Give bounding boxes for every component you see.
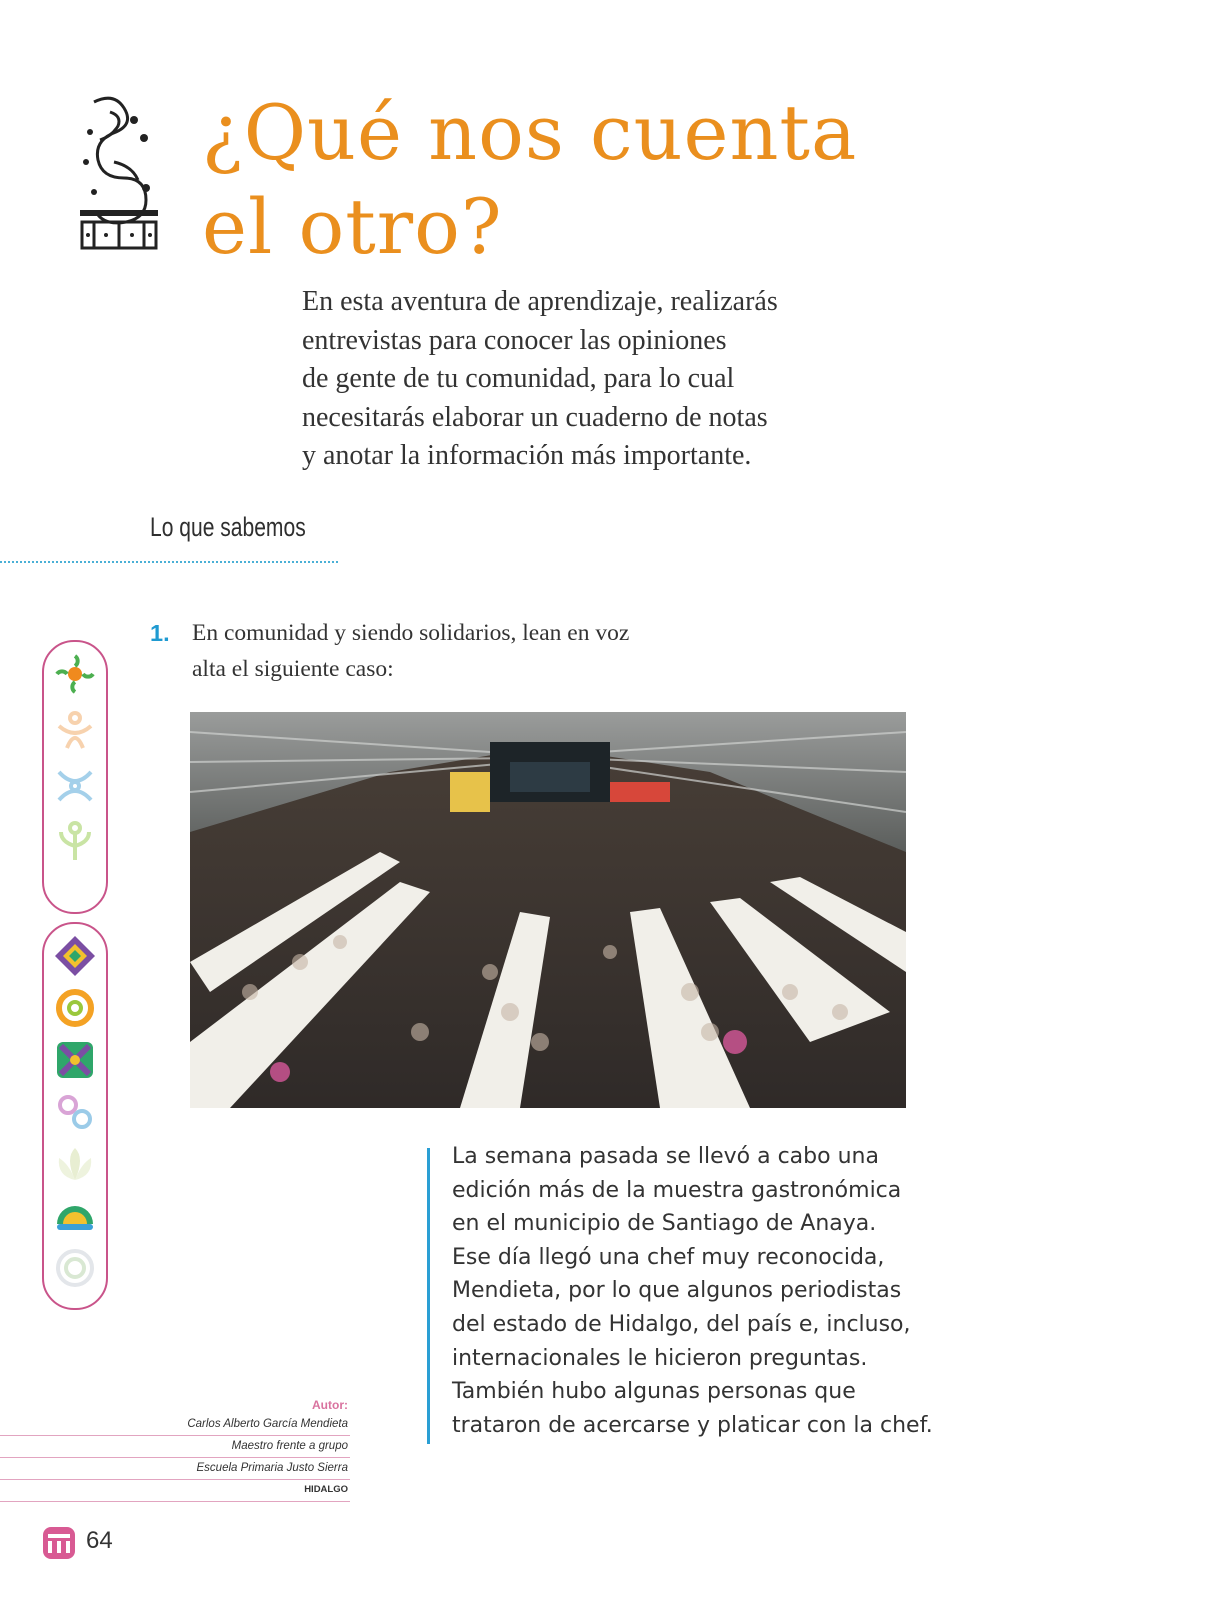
case-line: edición más de la muestra gastronómica <box>452 1177 902 1203</box>
case-line: internacionales le hicieron preguntas. <box>452 1345 868 1371</box>
people-dance-icon <box>53 708 97 752</box>
spiral-icon <box>53 986 97 1030</box>
section-heading: Lo que sabemos <box>150 512 306 542</box>
woven-square-icon <box>53 1038 97 1082</box>
credits-role: Maestro frente a grupo <box>0 1436 350 1458</box>
title-line-1: ¿Qué nos cuenta <box>202 88 858 177</box>
activity-instruction <box>150 615 810 687</box>
page-number: 64 <box>86 1527 113 1554</box>
photo-gastronomic-fair <box>190 712 906 1108</box>
case-text <box>452 1140 1052 1442</box>
activity-line: En comunidad y siendo solidarios, lean en voz <box>192 620 630 646</box>
fan-icon <box>53 1194 97 1238</box>
plant-person-icon <box>53 820 97 864</box>
case-line: También hubo algunas personas que <box>452 1379 856 1405</box>
author-credits <box>0 1396 350 1502</box>
credits-name: Carlos Alberto García Mendieta <box>0 1414 350 1436</box>
sidebar-axes-pill <box>42 640 108 914</box>
diamond-star-icon <box>53 934 97 978</box>
lotus-icon <box>53 1142 97 1186</box>
sidebar-fields-pill <box>42 922 108 1310</box>
case-line: Ese día llegó una chef muy reconocida, <box>452 1244 885 1270</box>
activity-line: alta el siguiente caso: <box>192 656 394 682</box>
case-line: La semana pasada se llevó a cabo una <box>452 1144 879 1169</box>
intro-line: necesitarás elaborar un cuaderno de notas <box>302 401 768 433</box>
section-divider <box>0 561 338 563</box>
community-flower-icon <box>53 652 97 696</box>
credits-label: Autor: <box>312 1398 348 1412</box>
page-emblem-icon <box>42 1526 76 1560</box>
credits-school: Escuela Primaria Justo Sierra <box>0 1458 350 1480</box>
credits-state: HIDALGO <box>0 1480 350 1502</box>
case-line: Mendieta, por lo que algunos periodistas <box>452 1278 902 1304</box>
intro-line: entrevistas para conocer las opiniones <box>302 324 727 356</box>
people-circle-icon <box>53 764 97 808</box>
case-line: en el municipio de Santiago de Anaya. <box>452 1211 877 1237</box>
intro-paragraph <box>302 283 982 476</box>
link-circles-icon <box>53 1090 97 1134</box>
case-line: trataron de acercarse y platicar con la chef. <box>452 1412 933 1438</box>
intro-line: de gente de tu comunidad, para lo cual <box>302 363 735 394</box>
intro-line: En esta aventura de aprendizaje, realizarás <box>302 286 778 317</box>
serpent-glyph-icon <box>74 92 164 254</box>
swirl-circle-icon <box>53 1246 97 1290</box>
title-line-2: el otro? <box>202 182 503 271</box>
case-line: del estado de Hidalgo, del país e, incluso, <box>452 1311 911 1337</box>
activity-number: 1. <box>150 620 170 646</box>
page-title <box>202 86 1102 274</box>
case-accent-bar <box>427 1148 430 1444</box>
intro-line: y anotar la información más importante. <box>302 440 752 471</box>
